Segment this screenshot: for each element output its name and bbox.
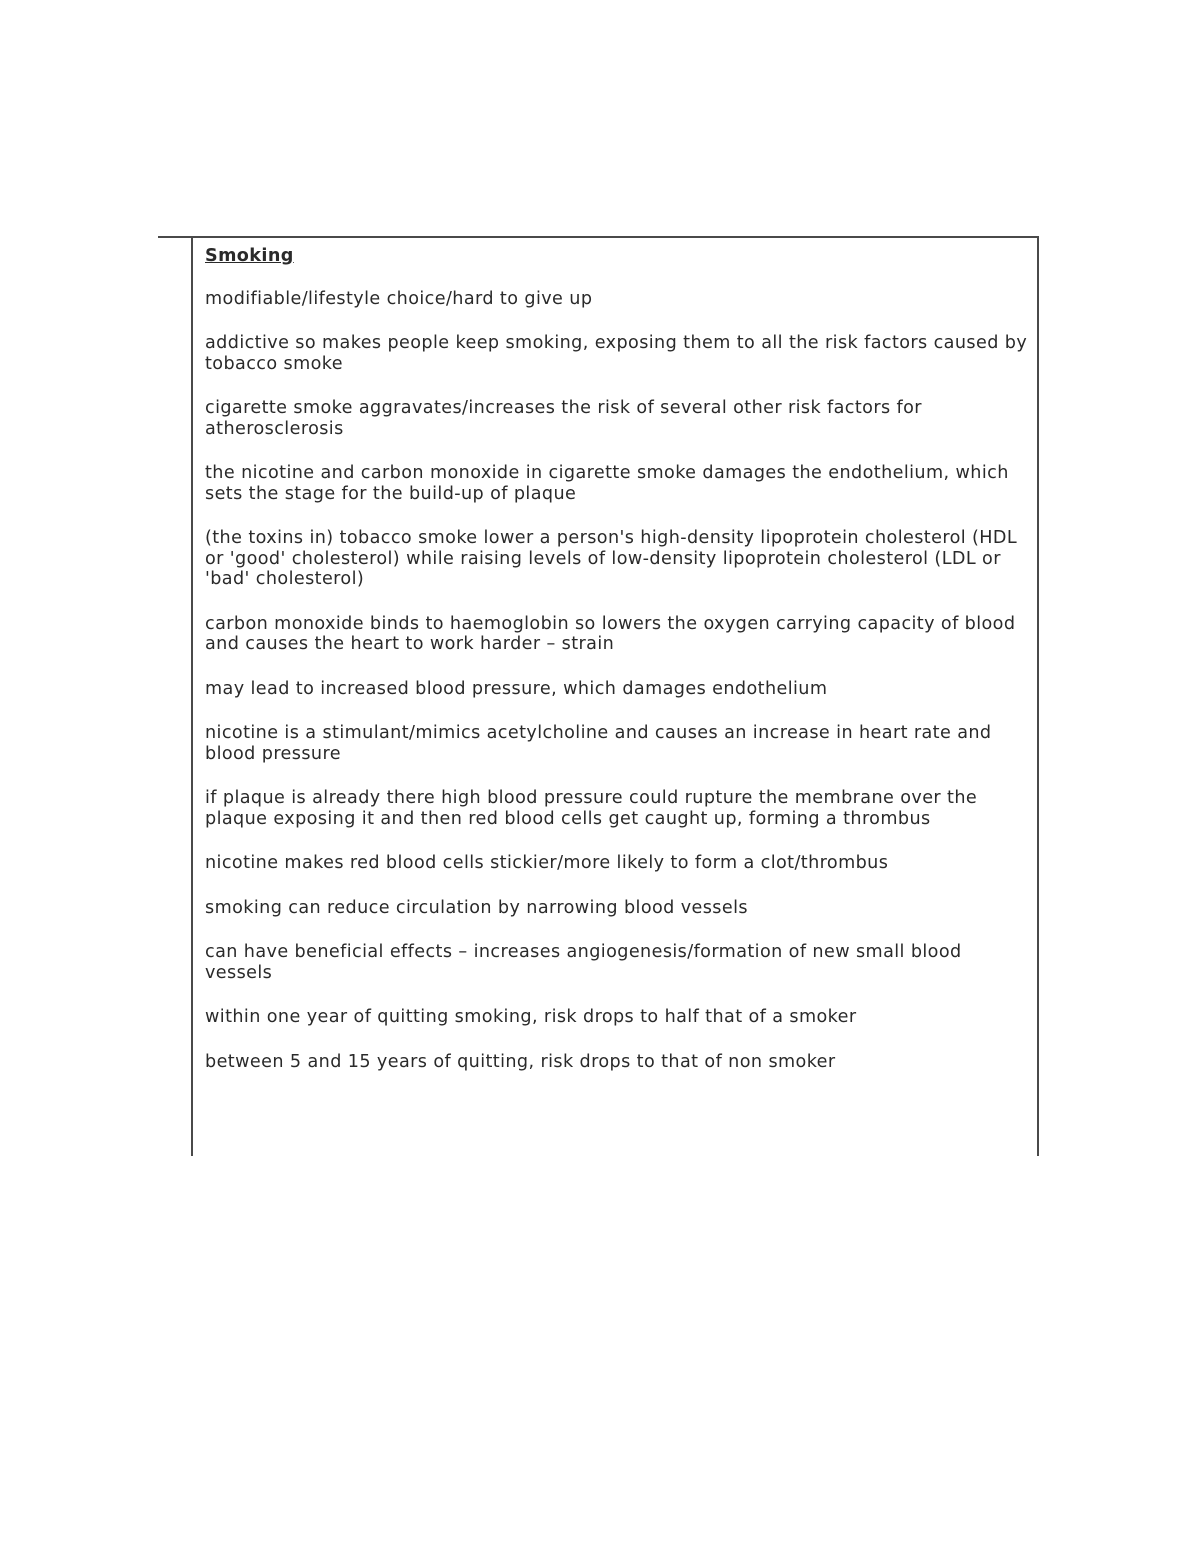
answer-cell <box>205 246 1030 1072</box>
point-8: nicotine is a stimulant/mimics acetylcholine and causes an increase in heart rate and blood pressure <box>205 723 992 764</box>
point-6: carbon monoxide binds to haemoglobin so lowers the oxygen carrying capacity of blood and causes the heart to work harder – strain <box>205 613 1016 654</box>
answer-table <box>158 236 1039 1156</box>
point-10: nicotine makes red blood cells stickier/more likely to form a clot/thrombus <box>205 853 889 873</box>
point-5: (the toxins in) tobacco smoke lower a person's high-density lipoprotein cholesterol (HDL or 'good' cholesterol) while raising levels of low-density lipoprotein cholesterol (LDL or 'bad' cholesterol) <box>205 528 1018 589</box>
point-3: cigarette smoke aggravates/increases the risk of several other risk factors for atherosclerosis <box>205 398 922 439</box>
point-1: modifiable/lifestyle choice/hard to give up <box>205 288 593 309</box>
point-12: can have beneficial effects – increases angiogenesis/formation of new small blood vessels <box>205 942 962 983</box>
point-4: the nicotine and carbon monoxide in cigarette smoke damages the endothelium, which sets the stage for the build-up of plaque <box>205 463 1009 504</box>
table-right-border <box>1037 238 1039 1156</box>
point-14: between 5 and 15 years of quitting, risk drops to that of non smoker <box>205 1051 836 1072</box>
point-13: within one year of quitting smoking, risk drops to half that of a smoker <box>205 1007 857 1027</box>
point-2: addictive so makes people keep smoking, exposing them to all the risk factors caused by tobacco smoke <box>205 333 1028 374</box>
column-divider <box>191 238 193 1156</box>
point-11: smoking can reduce circulation by narrowing blood vessels <box>205 897 748 918</box>
section-heading: Smoking <box>205 246 294 266</box>
point-7: may lead to increased blood pressure, which damages endothelium <box>205 678 828 699</box>
point-9: if plaque is already there high blood pressure could rupture the membrane over the plaque exposing it and then red blood cells get caught up, forming a thrombus <box>205 788 978 829</box>
